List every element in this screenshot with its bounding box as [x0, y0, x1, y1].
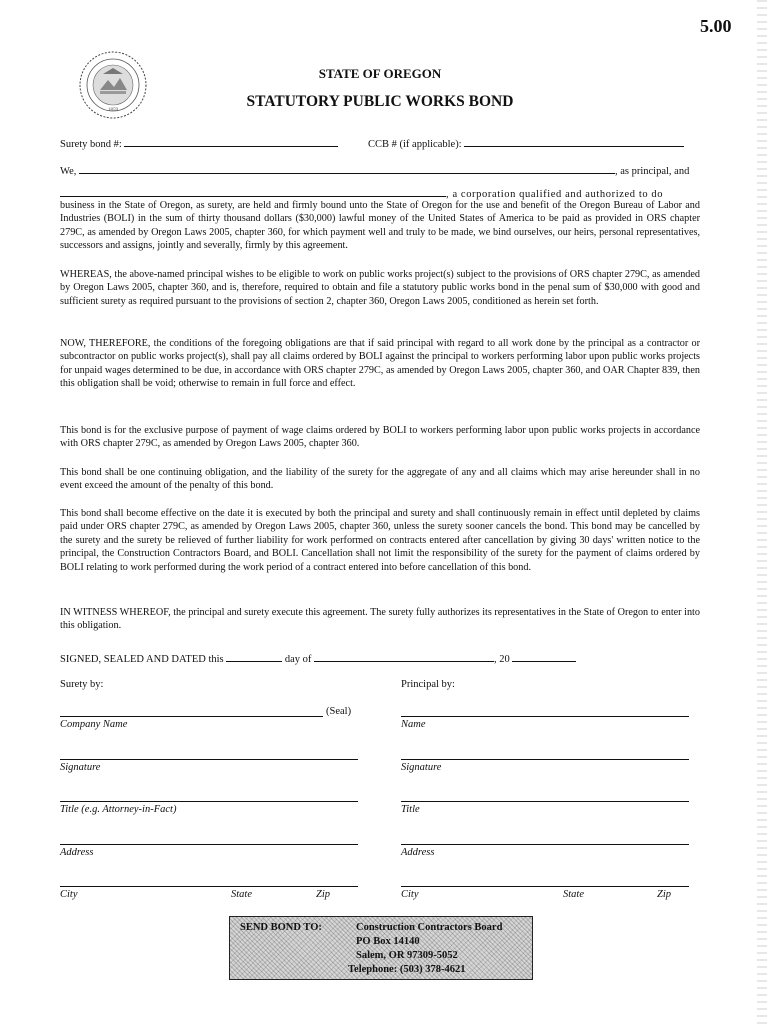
surety-signature-line[interactable] [60, 759, 358, 760]
surety-bond-number-row [60, 136, 338, 150]
surety-bond-label: Surety bond #: [60, 139, 122, 150]
exclusive-purpose-paragraph: This bond is for the exclusive purpose of payment of wage claims ordered by BOLI to workers performing labor upon public works projects in accordance with ORS chapter 279C, as amended by Oregon Laws 2005, chapter 360. [60, 425, 700, 450]
seal-label: (Seal) [326, 706, 352, 717]
surety-company-name-line[interactable] [60, 716, 323, 717]
we-label: We, [60, 166, 77, 177]
principal-zip-label: Zip [657, 889, 672, 900]
signed-dated-row [60, 651, 576, 665]
now-therefore-paragraph: NOW, THEREFORE, the conditions of the foregoing obligations are that if said principal with regard to all work done by the principal as a contractor or subcontractor on public works project(s), shall pay all claims ordered by BOLI against the principal to workers performing labor upon public works projects for unpaid wages determined to be due, in accordance with ORS chapter 279C, as amended by Oregon Laws 2005, chapter 360, and OAR Chapter 839, then this obligation shall be void; otherwise to remain in full force and effect. [60, 338, 700, 390]
svg-text:1859: 1859 [108, 108, 118, 113]
continuing-obligation-paragraph: This bond shall be one continuing obligation, and the liability of the surety for the aggregate of any and all claims which may arise hereunder shall in no event exceed the amount of the penalty of this bond. [60, 467, 700, 492]
principal-title-label: Title [401, 804, 420, 815]
scan-edge-artifact [757, 0, 767, 1024]
surety-title-line[interactable] [60, 801, 358, 802]
day-of-label: day of [284, 654, 312, 665]
signed-prefix: SIGNED, SEALED AND DATED this [60, 654, 224, 665]
principal-name-field[interactable] [79, 163, 615, 174]
principal-signature-line[interactable] [401, 759, 689, 760]
ccb-number-row [368, 136, 684, 150]
surety-by-heading: Surety by: [60, 679, 104, 690]
surety-city-label: City [60, 889, 78, 900]
surety-state-label: State [231, 889, 252, 900]
principal-row [60, 163, 689, 177]
principal-address-label: Address [401, 847, 435, 858]
surety-address-label: Address [60, 847, 94, 858]
surety-signature-label: Signature [60, 762, 101, 773]
send-bond-po-box: PO Box 14140 [356, 936, 420, 947]
principal-name-label: Name [401, 719, 426, 730]
send-bond-address-box [229, 916, 533, 980]
principal-title-line[interactable] [401, 801, 689, 802]
surety-corporation-field[interactable] [60, 186, 446, 197]
principal-city-line[interactable] [401, 886, 689, 887]
ccb-number-field[interactable] [464, 136, 684, 147]
send-bond-label: SEND BOND TO: [240, 922, 322, 933]
company-name-label: Company Name [60, 719, 128, 730]
year-prefix: , 20 [494, 654, 510, 665]
surety-bond-number-field[interactable] [124, 136, 338, 147]
surety-corporation-row [60, 186, 700, 200]
witness-paragraph: IN WITNESS WHEREOF, the principal and surety execute this agreement. The surety fully authorizes its representatives in the State of Oregon to enter into this obligation. [60, 607, 700, 632]
as-principal-label: , as principal, and [614, 166, 690, 177]
whereas-paragraph: WHEREAS, the above-named principal wishes to be eligible to work on public works project(s) subject to the provisions of ORS chapter 279C, as amended by Oregon Laws 2005, chapter 360, and is, therefore, required to obtain and file a statutory public works bond in the penal sum of $30,000 with good and sufficient surety as required pursuant to the provisions of section 2, chapter 360, Oregon Laws 2005, conditioned as herein set forth. [60, 269, 700, 307]
principal-address-line[interactable] [401, 844, 689, 845]
surety-address-line[interactable] [60, 844, 358, 845]
surety-title-label: Title (e.g. Attorney-in-Fact) [60, 804, 177, 815]
principal-signature-label: Signature [401, 762, 442, 773]
send-bond-recipient: Construction Contractors Board [356, 922, 503, 933]
surety-zip-label: Zip [316, 889, 331, 900]
effective-date-paragraph: This bond shall become effective on the date it is executed by both the principal and surety and shall continuously remain in effect until depleted by claims paid under ORS chapter 279C, as amended by Oregon Laws 2005, chapter 360, unless the surety sooner cancels the bond. This bond may be cancelled by the surety and the surety be relieved of further liability for work performed on contracts entered after cancellation by giving 30 days' written notice to the principal, the Construction Contractors Board, and BOLI. Cancellation shall not limit the responsibility of the surety for the payment of claims ordered by BOLI relating to work performed during the work period of a contract entered into before cancellation of this bond. [60, 508, 700, 573]
page-number: 5.00 [700, 16, 732, 36]
document-title: STATE OF OREGON [318, 66, 442, 81]
document-subtitle: STATUTORY PUBLIC WORKS BOND [246, 93, 514, 110]
principal-state-label: State [563, 889, 584, 900]
signed-year-field[interactable] [512, 651, 576, 662]
send-bond-city-zip: Salem, OR 97309-5052 [356, 950, 458, 961]
principal-name-line[interactable] [401, 716, 689, 717]
signed-month-field[interactable] [314, 651, 494, 662]
surety-city-line[interactable] [60, 886, 358, 887]
signed-day-field[interactable] [226, 651, 282, 662]
send-bond-telephone: Telephone: (503) 378-4621 [348, 964, 466, 975]
principal-by-heading: Principal by: [401, 679, 455, 690]
bond-paragraph-1: business in the State of Oregon, as surety, are held and firmly bound unto the State of Oregon for the use and benefit of the Oregon Bureau of Labor and Industries (BOLI) in the sum of thirty thousand dollars ($30,000) lawful money of the United States of America to be paid as provided in ORS chapter 279C, as amended by Oregon Laws 2005, chapter 360, for which payment well and truly to be made, we bind ourselves, our heirs, personal representatives, successors and assigns, jointly and severally, firmly by this agreement. [60, 200, 700, 252]
corporation-text: , a corporation qualified and authorized to do [446, 189, 664, 200]
principal-city-label: City [401, 889, 419, 900]
ccb-label: CCB # (if applicable): [368, 139, 462, 150]
